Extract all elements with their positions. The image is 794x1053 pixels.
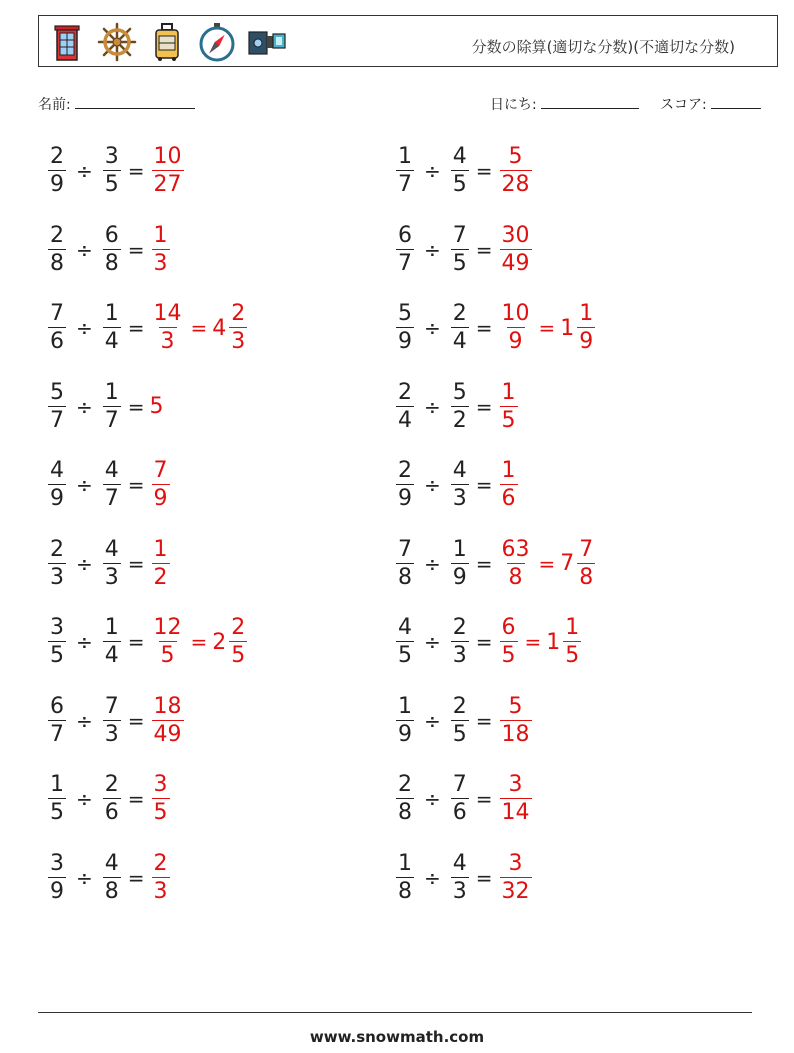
- problem-17: [46, 769, 172, 829]
- answer-fraction-numerator: 2: [153, 850, 168, 876]
- answer-mixed-fraction-denominator: 5: [565, 643, 580, 668]
- divisor-numerator: 4: [452, 850, 467, 876]
- worksheet-title: 分数の除算(適切な分数)(不適切な分数): [471, 38, 735, 56]
- problem-12: [394, 534, 597, 594]
- answer-fraction-denominator: 3: [153, 250, 168, 276]
- divisor-denominator: 3: [452, 486, 467, 511]
- dividend-numerator: 1: [398, 144, 412, 169]
- dividend: [396, 617, 414, 667]
- divisor-numerator: 1: [104, 379, 119, 405]
- equals-sign: =: [127, 237, 145, 262]
- answer-fraction-numerator: 14: [153, 301, 182, 326]
- answer-mixed-whole: 1: [560, 315, 575, 341]
- dividend-denominator: 9: [50, 878, 64, 904]
- divisor: [451, 850, 469, 904]
- dividend-denominator: 8: [398, 564, 412, 590]
- divisor-numerator: 7: [452, 772, 467, 797]
- answer-mixed-fraction: [577, 536, 595, 590]
- name-label: 名前:: [38, 97, 71, 113]
- dividend-denominator: 7: [50, 721, 64, 747]
- divide-sign: ÷: [76, 551, 93, 576]
- divisor: [103, 774, 121, 824]
- answer-equals-sign: =: [190, 316, 208, 340]
- problem-14: [394, 612, 583, 672]
- dividend: [396, 693, 414, 747]
- icon-strip: [47, 22, 287, 60]
- divide-sign: ÷: [76, 865, 93, 890]
- divide-sign: ÷: [424, 237, 441, 262]
- divisor: [451, 222, 469, 276]
- equals-sign: =: [475, 708, 493, 733]
- divide-sign: ÷: [76, 708, 93, 733]
- divisor-denominator: 6: [104, 800, 119, 825]
- dividend-denominator: 9: [398, 721, 412, 747]
- answer-fraction: [500, 693, 532, 747]
- answer-fraction-denominator: 28: [501, 172, 530, 197]
- divisor: [451, 303, 469, 353]
- problem-7: [46, 377, 165, 437]
- answer-fraction: [152, 146, 184, 196]
- dividend: [48, 146, 66, 196]
- divisor-numerator: 1: [104, 615, 119, 640]
- answer-mixed-fraction-denominator: 8: [579, 564, 594, 590]
- equals-sign: =: [475, 394, 493, 419]
- divisor-denominator: 8: [104, 878, 119, 904]
- divisor-numerator: 1: [104, 301, 119, 326]
- answer-fraction-denominator: 49: [501, 250, 530, 276]
- answer-fraction: [152, 850, 170, 904]
- score-label: スコア:: [660, 97, 707, 113]
- answer-mixed-fraction: [563, 617, 581, 667]
- dividend-numerator: 2: [50, 536, 64, 562]
- answer-fraction-numerator: 5: [508, 144, 523, 169]
- problem-5: [46, 298, 249, 358]
- divisor-numerator: 4: [452, 458, 467, 483]
- divisor-denominator: 4: [104, 329, 119, 354]
- answer-fraction: [500, 303, 532, 353]
- dividend-denominator: 9: [50, 486, 64, 511]
- answer-fraction-numerator: 1: [153, 536, 168, 562]
- divisor: [451, 693, 469, 747]
- dividend: [48, 774, 66, 824]
- problem-20: [394, 848, 534, 908]
- equals-sign: =: [127, 551, 145, 576]
- dividend-denominator: 8: [50, 250, 64, 276]
- dividend: [48, 303, 66, 353]
- ship-wheel-icon: [97, 22, 137, 62]
- worksheet-header: [38, 15, 778, 67]
- divisor-denominator: 8: [104, 250, 119, 276]
- equals-sign: =: [127, 394, 145, 419]
- equals-sign: =: [127, 159, 145, 183]
- answer-mixed-fraction-denominator: 9: [579, 329, 594, 354]
- divisor-denominator: 5: [104, 172, 119, 197]
- dividend-numerator: 6: [50, 693, 64, 719]
- divide-sign: ÷: [424, 159, 441, 183]
- divisor-denominator: 7: [104, 486, 119, 511]
- divide-sign: ÷: [424, 865, 441, 890]
- divisor-denominator: 3: [452, 878, 467, 904]
- divisor: [103, 146, 121, 196]
- dividend-numerator: 2: [50, 144, 64, 169]
- equals-sign: =: [127, 473, 145, 497]
- dividend: [396, 222, 414, 276]
- divide-sign: ÷: [76, 630, 93, 654]
- divisor-denominator: 5: [452, 721, 467, 747]
- dividend-denominator: 8: [398, 800, 412, 825]
- answer-fraction-denominator: 5: [501, 643, 516, 668]
- divisor: [103, 303, 121, 353]
- dividend-denominator: 4: [398, 407, 412, 433]
- divide-sign: ÷: [76, 237, 93, 262]
- answer-fraction: [500, 536, 532, 590]
- dividend-denominator: 9: [50, 172, 64, 197]
- equals-sign: =: [475, 159, 493, 183]
- answer-fraction: [152, 617, 184, 667]
- dividend-denominator: 8: [398, 878, 412, 904]
- divisor: [103, 536, 121, 590]
- divisor: [103, 379, 121, 433]
- equals-sign: =: [475, 237, 493, 262]
- answer-fraction-numerator: 6: [501, 615, 516, 640]
- divisor-denominator: 6: [452, 800, 467, 825]
- dividend-numerator: 2: [398, 772, 412, 797]
- divisor-denominator: 3: [452, 643, 467, 668]
- date-label: 日にち:: [490, 97, 537, 113]
- divisor-numerator: 4: [452, 144, 467, 169]
- equals-sign: =: [127, 708, 145, 733]
- divisor-numerator: 1: [452, 536, 467, 562]
- answer-equals-sign: =: [538, 316, 556, 340]
- problem-10: [394, 455, 520, 515]
- answer-fraction-denominator: 9: [508, 329, 523, 354]
- dividend-numerator: 3: [50, 850, 64, 876]
- dividend-numerator: 5: [398, 301, 412, 326]
- answer-fraction-denominator: 3: [160, 329, 175, 354]
- equals-sign: =: [475, 316, 493, 340]
- equals-sign: =: [475, 630, 493, 654]
- divide-sign: ÷: [76, 787, 93, 811]
- problem-8: [394, 377, 520, 437]
- answer-mixed-fraction-denominator: 5: [231, 643, 246, 668]
- divisor: [451, 774, 469, 824]
- dividend-numerator: 7: [50, 301, 64, 326]
- dividend: [396, 303, 414, 353]
- dividend: [48, 617, 66, 667]
- answer-fraction-denominator: 18: [501, 721, 530, 747]
- divisor-numerator: 7: [104, 693, 119, 719]
- divide-sign: ÷: [76, 394, 93, 419]
- answer-fraction-denominator: 9: [153, 486, 168, 511]
- problem-18: [394, 769, 534, 829]
- answer-mixed-fraction-numerator: 2: [231, 301, 246, 326]
- answer-fraction-numerator: 18: [153, 693, 182, 719]
- answer-fraction-numerator: 12: [153, 615, 182, 640]
- problem-19: [46, 848, 172, 908]
- divisor-numerator: 2: [452, 693, 467, 719]
- equals-sign: =: [127, 630, 145, 654]
- answer-equals-sign: =: [538, 551, 556, 576]
- problem-11: [46, 534, 172, 594]
- dividend-numerator: 2: [398, 379, 412, 405]
- dividend-numerator: 1: [50, 772, 64, 797]
- divide-sign: ÷: [424, 551, 441, 576]
- answer-fraction: [500, 774, 532, 824]
- dividend-numerator: 3: [50, 615, 64, 640]
- dividend-numerator: 4: [50, 458, 64, 483]
- divisor: [451, 460, 469, 510]
- divisor-numerator: 4: [104, 536, 119, 562]
- camcorder-icon: [247, 22, 287, 62]
- divisor-numerator: 2: [104, 772, 119, 797]
- answer-fraction-numerator: 3: [508, 772, 523, 797]
- divide-sign: ÷: [424, 316, 441, 340]
- problem-16: [394, 691, 534, 751]
- dividend: [396, 536, 414, 590]
- divisor: [451, 379, 469, 433]
- divisor-denominator: 5: [452, 250, 467, 276]
- luggage-icon: [147, 22, 187, 62]
- answer-fraction: [500, 222, 532, 276]
- dividend-denominator: 9: [398, 329, 412, 354]
- divisor-numerator: 2: [452, 301, 467, 326]
- divisor-numerator: 2: [452, 615, 467, 640]
- problem-6: [394, 298, 597, 358]
- dividend-numerator: 1: [398, 693, 412, 719]
- problem-13: [46, 612, 249, 672]
- name-field: [38, 94, 195, 114]
- divisor-denominator: 9: [452, 564, 467, 590]
- dividend-denominator: 6: [50, 329, 64, 354]
- dividend-denominator: 5: [50, 800, 64, 825]
- dividend-denominator: 3: [50, 564, 64, 590]
- dividend-denominator: 7: [398, 172, 412, 197]
- answer-fraction-numerator: 1: [501, 379, 516, 405]
- answer-fraction-denominator: 49: [153, 721, 182, 747]
- answer-fraction-denominator: 27: [153, 172, 182, 197]
- answer-mixed-whole: 4: [212, 315, 227, 341]
- dividend-numerator: 7: [398, 536, 412, 562]
- divisor: [103, 617, 121, 667]
- divisor-numerator: 5: [452, 379, 467, 405]
- dividend: [48, 536, 66, 590]
- answer-fraction-denominator: 32: [501, 878, 530, 904]
- dividend: [396, 460, 414, 510]
- answer-mixed-whole: 2: [212, 629, 227, 655]
- equals-sign: =: [475, 865, 493, 890]
- score-field: [660, 94, 761, 114]
- divisor-denominator: 7: [104, 407, 119, 433]
- phone-booth-icon: [47, 22, 87, 62]
- divisor: [451, 146, 469, 196]
- footer-divider: [38, 1012, 752, 1013]
- answer-fraction: [500, 379, 518, 433]
- footer-url: www.snowmath.com: [309, 1028, 485, 1046]
- problem-15: [46, 691, 186, 751]
- answer-fraction: [152, 460, 170, 510]
- divisor: [451, 617, 469, 667]
- answer-mixed-whole: 1: [546, 629, 561, 655]
- dividend: [48, 693, 66, 747]
- answer-fraction-numerator: 7: [153, 458, 168, 483]
- divide-sign: ÷: [424, 630, 441, 654]
- equals-sign: =: [475, 551, 493, 576]
- answer-mixed-fraction-numerator: 1: [579, 301, 594, 326]
- answer-mixed-fraction-denominator: 3: [231, 329, 246, 354]
- equals-sign: =: [475, 473, 493, 497]
- answer-fraction-denominator: 6: [501, 486, 516, 511]
- dividend-numerator: 2: [50, 222, 64, 248]
- answer-fraction-numerator: 5: [508, 693, 523, 719]
- divide-sign: ÷: [76, 473, 93, 497]
- name-blank[interactable]: [75, 94, 195, 109]
- answer-fraction: [152, 222, 170, 276]
- divisor-denominator: 3: [104, 564, 119, 590]
- answer-fraction-numerator: 10: [153, 144, 182, 169]
- dividend-numerator: 2: [398, 458, 412, 483]
- divisor: [103, 460, 121, 510]
- answer-fraction-denominator: 5: [153, 800, 168, 825]
- equals-sign: =: [127, 787, 145, 811]
- dividend: [48, 850, 66, 904]
- answer-fraction: [500, 460, 518, 510]
- answer-fraction-denominator: 5: [501, 407, 516, 433]
- answer-fraction: [500, 850, 532, 904]
- divisor: [451, 536, 469, 590]
- answer-fraction-numerator: 1: [153, 222, 168, 248]
- dividend: [396, 146, 414, 196]
- answer-fraction-numerator: 10: [501, 301, 530, 326]
- date-field: [490, 94, 639, 114]
- problem-3: [46, 220, 172, 280]
- score-blank[interactable]: [711, 94, 761, 109]
- divisor-numerator: 4: [104, 458, 119, 483]
- dividend-denominator: 7: [398, 250, 412, 276]
- dividend-denominator: 5: [50, 643, 64, 668]
- equals-sign: =: [127, 865, 145, 890]
- answer-fraction: [152, 693, 184, 747]
- divide-sign: ÷: [76, 316, 93, 340]
- divide-sign: ÷: [424, 708, 441, 733]
- divisor-numerator: 4: [104, 850, 119, 876]
- answer-mixed-fraction-numerator: 1: [565, 615, 580, 640]
- divisor-denominator: 2: [452, 407, 467, 433]
- answer-equals-sign: =: [524, 630, 542, 654]
- divisor: [103, 222, 121, 276]
- divisor: [103, 850, 121, 904]
- dividend: [396, 850, 414, 904]
- answer-whole: 5: [149, 394, 164, 419]
- answer-fraction-numerator: 1: [501, 458, 516, 483]
- answer-fraction-denominator: 2: [153, 564, 168, 590]
- dividend: [396, 379, 414, 433]
- divisor-denominator: 5: [452, 172, 467, 197]
- answer-mixed-fraction: [577, 303, 595, 353]
- answer-fraction: [152, 303, 184, 353]
- dividend-denominator: 5: [398, 643, 412, 668]
- equals-sign: =: [475, 787, 493, 811]
- dividend-denominator: 7: [50, 407, 64, 433]
- divide-sign: ÷: [424, 473, 441, 497]
- divide-sign: ÷: [76, 159, 93, 183]
- answer-mixed-fraction-numerator: 7: [579, 536, 594, 562]
- answer-equals-sign: =: [190, 630, 208, 654]
- divisor-numerator: 3: [104, 144, 119, 169]
- dividend-denominator: 9: [398, 486, 412, 511]
- dividend: [396, 774, 414, 824]
- answer-fraction-numerator: 3: [153, 772, 168, 797]
- answer-fraction: [500, 146, 532, 196]
- dividend-numerator: 1: [398, 850, 412, 876]
- dividend-numerator: 4: [398, 615, 412, 640]
- answer-mixed-whole: 7: [560, 551, 575, 576]
- divisor-denominator: 4: [104, 643, 119, 668]
- answer-mixed-fraction: [229, 617, 247, 667]
- answer-fraction-denominator: 5: [160, 643, 175, 668]
- date-blank[interactable]: [541, 94, 639, 109]
- dividend: [48, 379, 66, 433]
- compass-icon: [197, 22, 237, 62]
- answer-fraction: [152, 774, 170, 824]
- answer-mixed-fraction-numerator: 2: [231, 615, 246, 640]
- divisor-numerator: 6: [104, 222, 119, 248]
- answer-fraction: [152, 536, 170, 590]
- divide-sign: ÷: [424, 394, 441, 419]
- answer-mixed-fraction: [229, 303, 247, 353]
- answer-fraction-numerator: 3: [508, 850, 523, 876]
- problem-2: [394, 141, 534, 201]
- dividend-numerator: 6: [398, 222, 412, 248]
- dividend-numerator: 5: [50, 379, 64, 405]
- equals-sign: =: [127, 316, 145, 340]
- answer-fraction: [500, 617, 518, 667]
- dividend: [48, 222, 66, 276]
- answer-fraction-numerator: 30: [501, 222, 530, 248]
- dividend: [48, 460, 66, 510]
- answer-fraction-denominator: 8: [508, 564, 523, 590]
- problem-9: [46, 455, 172, 515]
- problem-1: [46, 141, 186, 201]
- problem-4: [394, 220, 534, 280]
- divisor: [103, 693, 121, 747]
- divide-sign: ÷: [424, 787, 441, 811]
- answer-fraction-denominator: 14: [501, 800, 530, 825]
- answer-fraction-numerator: 63: [501, 536, 530, 562]
- divisor-denominator: 3: [104, 721, 119, 747]
- answer-fraction-denominator: 3: [153, 878, 168, 904]
- divisor-numerator: 7: [452, 222, 467, 248]
- divisor-denominator: 4: [452, 329, 467, 354]
